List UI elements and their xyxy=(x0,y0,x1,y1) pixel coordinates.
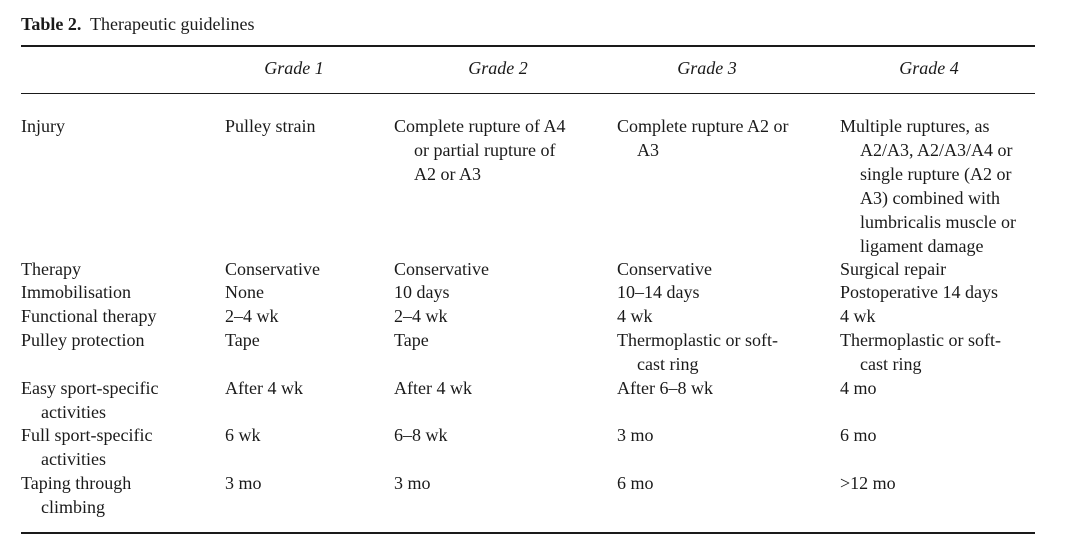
row-label-pulley-protection: Pulley protection xyxy=(21,330,145,350)
table-caption-title: Therapeutic guidelines xyxy=(90,14,255,34)
table-cell: 2–4 wk xyxy=(225,306,279,326)
table-cell: Complete rupture A2 or A3 xyxy=(617,116,789,160)
table-bottom-rule xyxy=(21,532,1035,534)
table-cell: >12 mo xyxy=(840,473,896,493)
table-cell: 10 days xyxy=(394,282,450,302)
table-top-rule xyxy=(21,45,1035,47)
table-cell: 4 wk xyxy=(617,306,653,326)
table-cell: Complete rupture of A4 or partial rupture of A2 or A3 xyxy=(394,116,566,184)
table-cell: 6 wk xyxy=(225,425,261,445)
table-header-rule xyxy=(21,93,1035,94)
table-cell: 3 mo xyxy=(617,425,654,445)
table-cell: None xyxy=(225,282,264,302)
table-cell: Pulley strain xyxy=(225,116,316,136)
table-cell: Multiple ruptures, as A2/A3, A2/A3/A4 or single rupture (A2 or A3) combined with lumbricalis muscle or ligament damage xyxy=(840,116,1016,256)
table-cell: 10–14 days xyxy=(617,282,700,302)
table-cell: Conservative xyxy=(394,259,489,279)
table-cell: Conservative xyxy=(225,259,320,279)
row-label-immobilisation: Immobilisation xyxy=(21,282,131,302)
table-cell: 3 mo xyxy=(225,473,262,493)
column-header-grade-1: Grade 1 xyxy=(264,58,324,78)
table-cell: 6 mo xyxy=(840,425,877,445)
row-label-taping-through-climbing: Taping through climbing xyxy=(21,473,132,517)
table-page xyxy=(21,0,1035,558)
table-cell: After 4 wk xyxy=(225,378,303,398)
column-header-grade-3: Grade 3 xyxy=(677,58,737,78)
column-header-grade-2: Grade 2 xyxy=(468,58,528,78)
table-cell: 3 mo xyxy=(394,473,431,493)
table-cell: Thermoplastic or soft- cast ring xyxy=(840,330,1001,374)
table-caption-label: Table 2. xyxy=(21,14,82,34)
table-cell: 4 wk xyxy=(840,306,876,326)
table-cell: After 4 wk xyxy=(394,378,472,398)
table-cell: 6 mo xyxy=(617,473,654,493)
table-cell: Tape xyxy=(225,330,260,350)
row-label-easy-sport-specific-activities: Easy sport-specific activities xyxy=(21,378,159,422)
table-cell: Conservative xyxy=(617,259,712,279)
table-cell: 2–4 wk xyxy=(394,306,448,326)
row-label-functional-therapy: Functional therapy xyxy=(21,306,157,326)
table-cell: Tape xyxy=(394,330,429,350)
table-cell: Surgical repair xyxy=(840,259,947,279)
table-cell: 6–8 wk xyxy=(394,425,448,445)
row-label-full-sport-specific-activities: Full sport-specific activities xyxy=(21,425,153,469)
table-caption xyxy=(21,13,254,35)
table-cell: After 6–8 wk xyxy=(617,378,713,398)
column-header-grade-4: Grade 4 xyxy=(899,58,959,78)
row-label-injury: Injury xyxy=(21,116,65,136)
table-cell: Thermoplastic or soft- cast ring xyxy=(617,330,778,374)
row-label-therapy: Therapy xyxy=(21,259,81,279)
table-cell: Postoperative 14 days xyxy=(840,282,998,302)
table-cell: 4 mo xyxy=(840,378,877,398)
